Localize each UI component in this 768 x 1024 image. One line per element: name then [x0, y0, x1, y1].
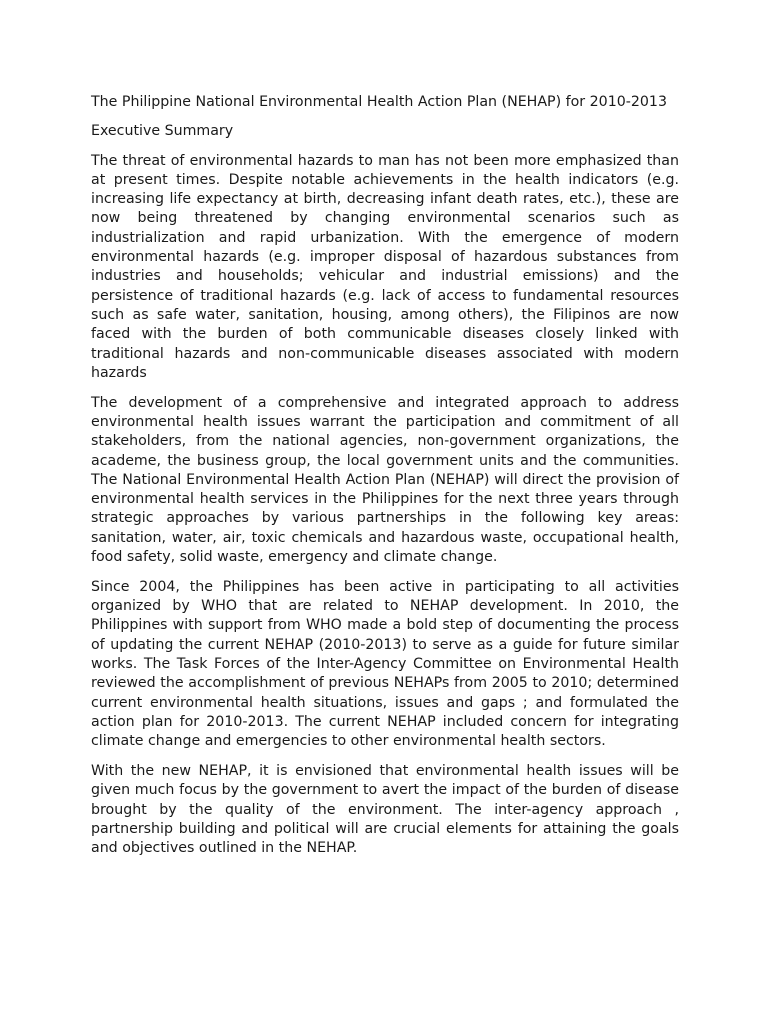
document-title: The Philippine National Environmental Health Action Plan (NEHAP) for 2010-2013: [91, 94, 667, 110]
section-heading: Executive Summary: [91, 123, 234, 140]
paragraph: The threat of environmental hazards to man has not been more emphasized than at present times. Despite notable achievements in the health indicators (e.g. increasing life expectancy at birth, decreasing infant death rates, etc.), these are now being threatened by changing environmental scenarios such as industrialization and rapid urbanization. With the emergence of modern environmental hazards (e.g. improper disposal of hazardous substances from industries and households; vehicular and industrial emissions) and the persistence of traditional hazards (e.g. lack of access to fundamental resources such as safe water, sanitation, housing, among others), the Filipinos are now faced with the burden of both communicable diseases closely linked with traditional hazards and non-communicable diseases associated with modern hazards: [91, 152, 679, 381]
paragraph: The development of a comprehensive and integrated approach to address environmental health issues warrant the participation and commitment of all stakeholders, from the national agencies, non-government organizations, the academe, the business group, the local government units and the communities. The National Environmental Health Action Plan (NEHAP) will direct the provision of environmental health services in the Philippines for the next three years through strategic approaches by various partnerships in the following key areas: sanitation, water, air, toxic chemicals and hazardous waste, occupational health, food safety, solid waste, emergency and climate change.: [91, 394, 679, 566]
paragraph: Since 2004, the Philippines has been active in participating to all activities organized by WHO that are related to NEHAP development. In 2010, the Philippines with support from WHO made a bold step of documenting the process of updating the current NEHAP (2010-2013) to serve as a guide for future similar works. The Task Forces of the Inter-Agency Committee on Environmental Health reviewed the accomplishment of previous NEHAPs from 2005 to 2010; determined current environmental health situations, issues and gaps ; and formulated the action plan for 2010-2013. The current NEHAP included concern for integrating climate change and emergencies to other environmental health sectors.: [91, 578, 679, 750]
paragraph: With the new NEHAP, it is envisioned that environmental health issues will be given much focus by the government to avert the impact of the burden of disease brought by the quality of the environment. The inter-agency approach , partnership building and political will are crucial elements for attaining the goals and objectives outlined in the NEHAP.: [91, 763, 679, 857]
